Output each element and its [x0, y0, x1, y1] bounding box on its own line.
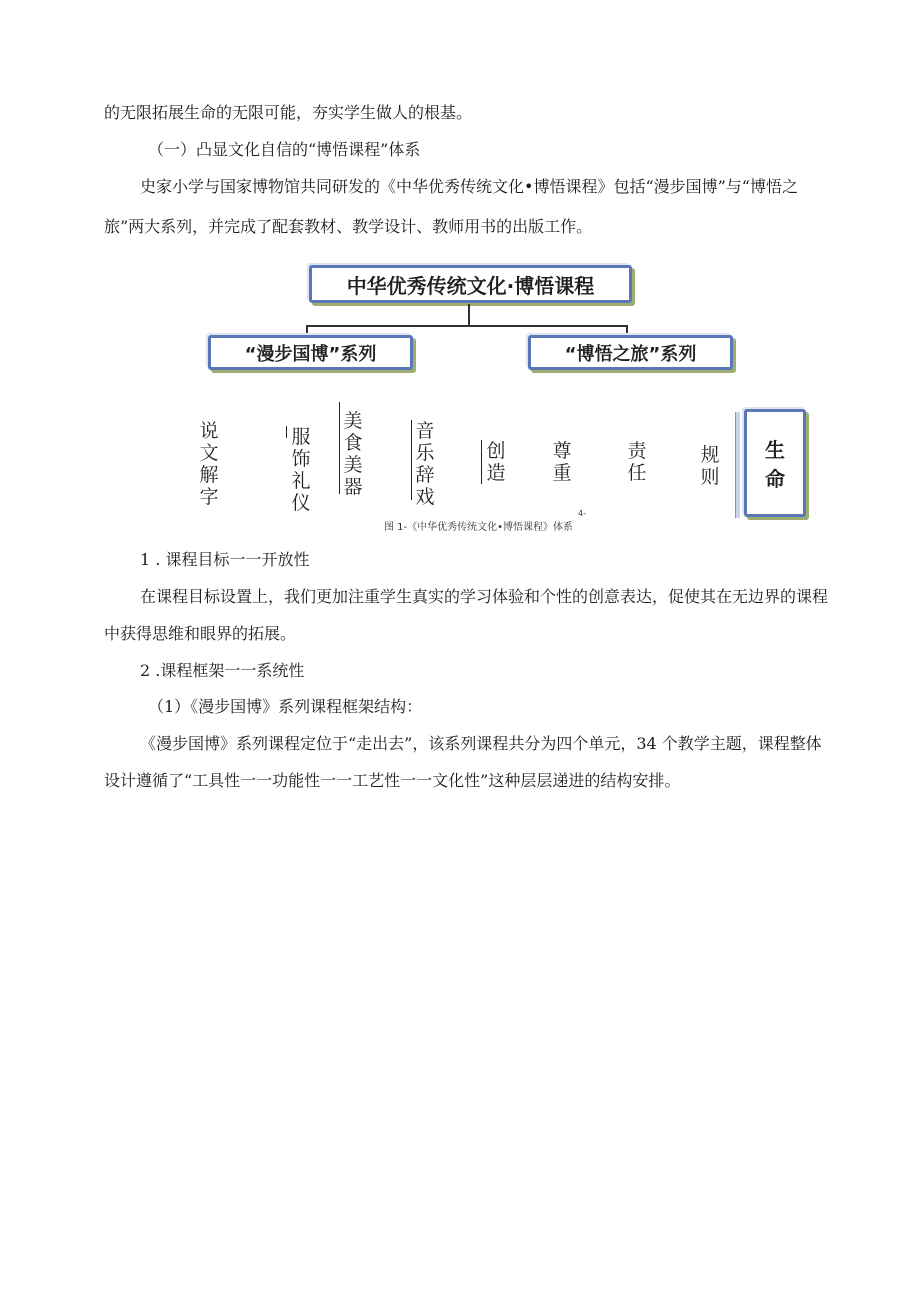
- text-line-3: 旅”两大系列，并完成了配套教材、教学设计、教师用书的出版工作。: [104, 217, 593, 236]
- unit-2-char: 器: [343, 476, 363, 498]
- unit-1-bar: [286, 426, 287, 438]
- connector-left-drop: [306, 325, 308, 335]
- connector-horizontal: [306, 325, 628, 327]
- connector-vertical: [468, 304, 470, 326]
- unit-3-char: 辞: [415, 464, 435, 486]
- unit-6: [626, 440, 648, 484]
- connector-right-drop: [626, 325, 628, 335]
- unit-0-char: 文: [199, 442, 219, 464]
- course-system-diagram: [0, 0, 920, 560]
- core-box: [744, 409, 806, 517]
- text-line-5: 中获得思维和眼界的拓展。: [104, 624, 297, 643]
- text-line-6: 《漫步国博》系列课程定位于“走出去”，该系列课程共分为四个单元，34 个教学主题，课程整体: [140, 734, 822, 753]
- unit-1-char: 饰: [291, 448, 311, 470]
- core-char: 命: [765, 467, 785, 491]
- unit-5: [551, 440, 573, 484]
- unit-0-char: 说: [199, 420, 219, 442]
- text-line-4: 在课程目标设置上，我们更加注重学生真实的学习体验和个性的创意表达，促使其在无边界的课程: [140, 587, 829, 606]
- unit-0: [198, 420, 220, 508]
- unit-2-char: 美: [343, 410, 363, 432]
- text-line-2: 史家小学与国家博物馆共同研发的《中华优秀传统文化•博悟课程》包括“漫步国博”与“博悟之: [140, 177, 798, 196]
- unit-7-char: 则: [700, 466, 720, 488]
- series-left-box: [208, 335, 413, 370]
- core-side-bar: [735, 412, 740, 518]
- unit-4: [485, 440, 507, 484]
- unit-3-char: 音: [415, 420, 435, 442]
- unit-7: [699, 444, 721, 488]
- figure-caption: 图 1-《中华优秀传统文化•博悟课程》体系: [384, 522, 574, 533]
- unit-3-char: 戏: [415, 486, 435, 508]
- unit-5-char: 重: [552, 462, 572, 484]
- unit-6-char: 责: [627, 440, 647, 462]
- unit-2-char: 食: [343, 432, 363, 454]
- unit-7-char: 规: [700, 444, 720, 466]
- unit-5-char: 尊: [552, 440, 572, 462]
- root-label: 中华优秀传统文化·博悟课程: [346, 273, 595, 298]
- unit-2-char: 美: [343, 454, 363, 476]
- marker: 4-: [578, 509, 586, 518]
- unit-0-char: 字: [199, 486, 219, 508]
- list-item-2: 2 .课程框架一一系统性: [140, 661, 305, 680]
- unit-1-char: 礼: [291, 470, 311, 492]
- unit-1: [290, 426, 312, 514]
- series-right-box: [528, 335, 733, 370]
- unit-1-char: 服: [291, 426, 311, 448]
- series-left-label: “漫步国博”系列: [244, 343, 377, 365]
- unit-4-char: 创: [486, 440, 506, 462]
- unit-0-char: 解: [199, 464, 219, 486]
- unit-2: [342, 410, 364, 498]
- unit-1-char: 仪: [291, 492, 311, 514]
- text-line-7: 设计遵循了“工具性一一功能性一一工艺性一一文化性”这种层层递进的结构安排。: [104, 771, 681, 790]
- unit-3-char: 乐: [415, 442, 435, 464]
- section-heading: （一）凸显文化自信的“博悟课程”体系: [148, 140, 421, 159]
- list-item-1: 1 . 课程目标一一开放性: [140, 550, 310, 569]
- unit-3: [414, 420, 436, 508]
- unit-4-char: 造: [486, 462, 506, 484]
- unit-2-bar: [339, 402, 340, 494]
- series-right-label: “博悟之旅”系列: [564, 343, 697, 365]
- core-char: 生: [765, 438, 785, 462]
- unit-4-bar: [481, 440, 482, 484]
- root-box: [309, 265, 632, 303]
- sub-item-1: （1）《漫步国博》系列课程框架结构：: [148, 697, 423, 716]
- unit-3-bar: [411, 420, 412, 500]
- unit-6-char: 任: [627, 462, 647, 484]
- text-line-1: 的无限拓展生命的无限可能，夯实学生做人的根基。: [104, 103, 473, 122]
